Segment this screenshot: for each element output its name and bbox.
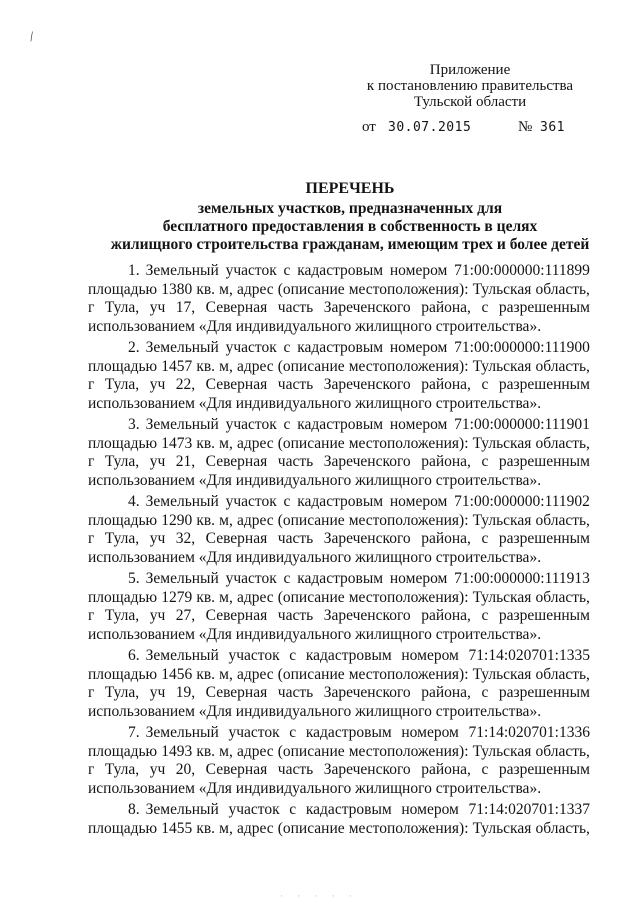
list-item-text: Земельный участок с кадастровым номером 71:00:000000:111900 — [145, 339, 590, 356]
list-item-text: использованием «Для индивидуального жилищного строительства». — [88, 548, 542, 566]
list-item-line — [88, 376, 590, 395]
list-item-text: использованием «Для индивидуального жилищного строительства». — [88, 779, 542, 797]
handwritten-mark: / — [28, 29, 36, 46]
list-item — [88, 801, 590, 838]
list-item-line — [88, 281, 590, 300]
appendix-line: к постановлению правительства — [366, 78, 574, 94]
list-item-line — [88, 820, 590, 839]
list-item-text: г Тула, уч 22, Северная часть Зареченского района, с разрешенным — [88, 376, 590, 393]
list-item-line — [88, 801, 590, 820]
document-title — [90, 180, 610, 254]
list-item-text: использованием «Для индивидуального жилищного строительства». — [88, 317, 542, 335]
list-item-text: Земельный участок с кадастровым номером 71:00:000000:111902 — [145, 493, 590, 510]
list-item-text: площадью 1473 кв. м, адрес (описание местоположения): Тульская область, — [88, 434, 590, 452]
list-item-number: 2. — [128, 339, 140, 356]
appendix-line: Приложение — [429, 62, 511, 78]
list-item-text: площадью 1455 кв. м, адрес (описание местоположения): Тульская область, — [88, 819, 590, 837]
list-item-line — [88, 435, 590, 454]
list-item-line — [88, 589, 590, 608]
list-item — [88, 339, 590, 413]
list-item-number: 3. — [128, 416, 140, 433]
appendix-line: Тульской области — [413, 94, 527, 110]
list-item-text: Земельный участок с кадастровым номером 71:00:000000:111899 — [145, 262, 590, 279]
list-item — [88, 570, 590, 644]
decree-number-label: № — [518, 119, 533, 135]
list-item — [88, 493, 590, 567]
list-item-line — [88, 512, 590, 531]
list-item-line — [88, 493, 590, 512]
list-item-text: использованием «Для индивидуального жилищного строительства». — [88, 702, 542, 720]
list-item — [88, 647, 590, 721]
list-item-number: 6. — [128, 647, 140, 664]
list-item-line — [88, 530, 590, 549]
list-item-text: площадью 1493 кв. м, адрес (описание местоположения): Тульская область, — [88, 742, 590, 760]
list-item-line — [88, 684, 590, 703]
list-item-text: использованием «Для индивидуального жилищного строительства». — [88, 625, 542, 643]
list-item-line — [88, 453, 590, 472]
list-item-line — [88, 607, 590, 626]
list-item-text: г Тула, уч 19, Северная часть Зареченского района, с разрешенным — [88, 684, 590, 701]
list-item-text: г Тула, уч 21, Северная часть Зареченского района, с разрешенным — [88, 453, 590, 470]
list-item-number: 5. — [128, 570, 140, 587]
list-item — [88, 724, 590, 798]
decree-from-label: от — [362, 119, 376, 135]
title-line: бесплатного предоставления в собственность в целях — [162, 218, 538, 235]
list-item-text: г Тула, уч 20, Северная часть Зареченского района, с разрешенным — [88, 761, 590, 778]
list-item-line — [88, 703, 590, 722]
list-item-number: 8. — [128, 801, 140, 818]
list-item — [88, 416, 590, 490]
list-item-number: 4. — [128, 493, 140, 510]
list-item-text: Земельный участок с кадастровым номером 71:00:000000:111913 — [145, 570, 590, 587]
list-item-line — [88, 262, 590, 281]
title-heading: ПЕРЕЧЕНЬ — [305, 180, 395, 197]
land-plot-list — [88, 262, 590, 841]
page-edge-marks: · · · · · — [280, 891, 358, 901]
list-item-text: использованием «Для индивидуального жилищного строительства». — [88, 471, 542, 489]
appendix-block — [355, 62, 585, 110]
list-item-line — [88, 549, 590, 568]
list-item-line — [88, 647, 590, 666]
list-item-number: 7. — [128, 724, 140, 741]
list-item-line — [88, 318, 590, 337]
list-item-text: площадью 1457 кв. м, адрес (описание местоположения): Тульская область, — [88, 357, 590, 375]
list-item-line — [88, 626, 590, 645]
list-item-line — [88, 395, 590, 414]
list-item-text: использованием «Для индивидуального жилищного строительства». — [88, 394, 542, 412]
list-item-text: площадью 1290 кв. м, адрес (описание местоположения): Тульская область, — [88, 511, 590, 529]
list-item-line — [88, 666, 590, 685]
decree-line — [362, 119, 594, 139]
decree-date: 30.07.2015 — [388, 120, 472, 135]
list-item-line — [88, 761, 590, 780]
title-line: жилищного строительства гражданам, имеющим трех и более детей — [110, 236, 590, 253]
list-item-number: 1. — [128, 262, 140, 279]
list-item-text: г Тула, уч 32, Северная часть Зареченского района, с разрешенным — [88, 530, 590, 547]
list-item-line — [88, 743, 590, 762]
list-item-line — [88, 339, 590, 358]
decree-number: 361 — [540, 120, 565, 135]
list-item-text: площадью 1380 кв. м, адрес (описание местоположения): Тульская область, — [88, 280, 590, 298]
list-item-text: Земельный участок с кадастровым номером 71:00:000000:111901 — [145, 416, 590, 433]
list-item-text: г Тула, уч 17, Северная часть Зареченского района, с разрешенным — [88, 299, 590, 316]
list-item-text: г Тула, уч 27, Северная часть Зареченского района, с разрешенным — [88, 607, 590, 624]
list-item-line — [88, 570, 590, 589]
list-item-line — [88, 472, 590, 491]
list-item-text: Земельный участок с кадастровым номером 71:14:020701:1337 — [145, 801, 590, 818]
list-item-line — [88, 358, 590, 377]
list-item-text: Земельный участок с кадастровым номером 71:14:020701:1336 — [145, 724, 590, 741]
title-line: земельных участков, предназначенных для — [197, 200, 503, 217]
list-item-line — [88, 299, 590, 318]
list-item-text: площадью 1279 кв. м, адрес (описание местоположения): Тульская область, — [88, 588, 590, 606]
list-item-line — [88, 780, 590, 799]
list-item-text: Земельный участок с кадастровым номером 71:14:020701:1335 — [145, 647, 590, 664]
list-item-text: площадью 1456 кв. м, адрес (описание местоположения): Тульская область, — [88, 665, 590, 683]
list-item-line — [88, 724, 590, 743]
list-item — [88, 262, 590, 336]
list-item-line — [88, 416, 590, 435]
